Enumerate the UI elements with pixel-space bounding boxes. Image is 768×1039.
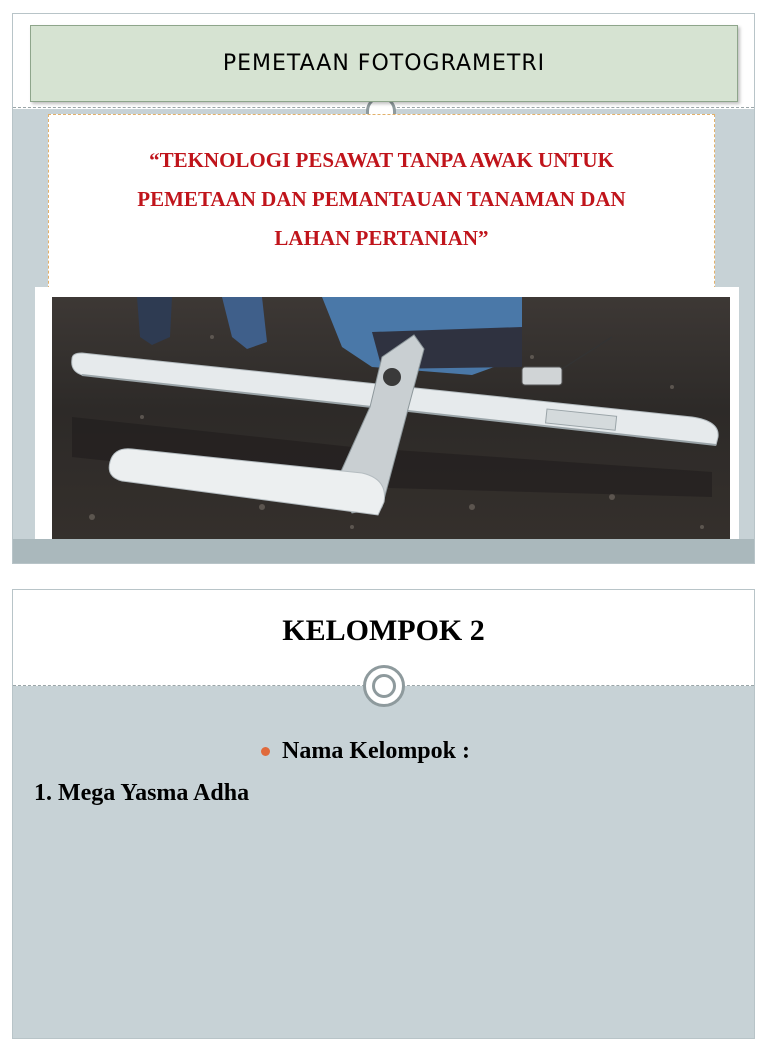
photo-frame <box>35 287 739 557</box>
group-title: KELOMPOK 2 <box>282 614 485 647</box>
subtitle-line-2: PEMETAAN DAN PEMANTAUAN TANAMAN DAN <box>137 187 626 211</box>
subtitle-line-3: LAHAN PERTANIAN” <box>274 226 489 250</box>
slide-2 <box>12 589 755 1039</box>
bullet-dot-icon <box>261 747 270 756</box>
drone-photo <box>52 297 730 548</box>
subtitle-line-1: “TEKNOLOGI PESAWAT TANPA AWAK UNTUK <box>149 148 614 172</box>
title-box <box>30 25 738 102</box>
slide-1 <box>12 13 755 564</box>
member-item: 1. Mega Yasma Adha <box>34 780 250 806</box>
divider-ring-icon <box>363 665 405 707</box>
slide-title: PEMETAAN FOTOGRAMETRI <box>222 51 546 76</box>
drone-illustration <box>52 297 730 548</box>
divider-ring-inner <box>372 674 396 698</box>
bullet-text: Nama Kelompok : <box>282 738 470 764</box>
subtitle-box <box>48 114 715 304</box>
slide-footer-band <box>13 539 754 563</box>
bullet-item <box>261 738 470 765</box>
